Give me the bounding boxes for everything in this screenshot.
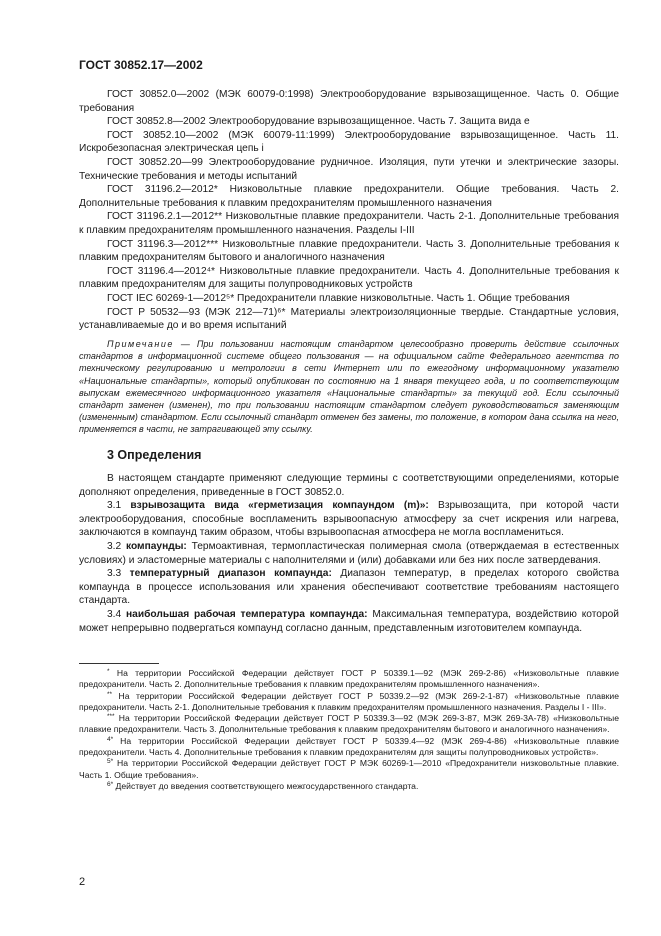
reference-item: ГОСТ IEC 60269-1—2012⁵* Предохранители плавкие низковольтные. Часть 1. Общие требования [107,292,570,304]
definition-term: наибольшая рабочая температура компаунда: [126,608,368,620]
reference-item: ГОСТ Р 50532—93 (МЭК 212—71)⁶* Материалы электроизоляционные твердые. Стандартные условия, устанавливаемые до и во время испытаний [79,306,619,332]
normative-references [79,88,619,333]
footnote-item [79,713,619,736]
reference-item: ГОСТ 31196.4—2012⁴* Низковольтные плавкие предохранители. Часть 4. Дополнительные требования к плавким предохранителям для защиты полупроводниковых устройств [79,265,619,291]
definition-number: 3.3 [107,568,130,580]
footnote-text: На территории Российской Федерации действует ГОСТ Р 50339.4—92 (МЭК 269-4-86) «Низковольтные плавкие предохранители. Часть 4. Дополнительные требования к плавким предохранителям для защиты полупроводниковых устройств». [79,735,619,758]
footnote-text: На территории Российской Федерации действует ГОСТ Р 50339.3—92 (МЭК 269-3-87, МЭК 269-3А-78) «Низковольтные плавкие предохранители. Часть 3. Дополнительные требования к плавким предохранителям бытового и аналогичного назначения». [79,713,619,735]
footnote-item [79,668,619,691]
footnote-divider [79,663,159,664]
footnote-mark: ** [107,690,113,698]
definition-item [79,540,619,567]
definitions-intro: В настоящем стандарте применяют следующие термины с соответствующими определениями, которые дополняют определения, приведенные в ГОСТ 30852.0. [79,473,619,498]
definition-item [79,567,619,608]
definition-text: Взрывозащита, при которой части электрооборудования, способные воспламенить взрывоопасную атмосферу за счет искрения или нагрева, заключаются в компаунд таким образом, чтобы взрывоопасная атмосфера не могла воспламениться. [79,500,619,539]
footnote-mark: * [107,668,110,675]
section-title: 3 Определения [107,448,202,462]
footnote-text: На территории Российской Федерации действует ГОСТ Р МЭК 60269-1—2010 «Предохранители низковольтные плавкие. Часть 1. Общие требования». [79,758,619,780]
footnote-item [79,758,619,781]
footnote-item [79,781,619,792]
page-number: 2 [79,876,86,888]
definition-term: компаунды: [126,540,187,552]
footnote-mark: 4* [107,735,114,743]
footnote-mark: *** [107,713,115,721]
definition-term: температурный диапазон компаунда: [129,568,332,580]
reference-item: ГОСТ 31196.2.1—2012** Низковольтные плавкие предохранители. Часть 2-1. Дополнительные требования к плавким предохранителям промышленного назначения. Разделы I-III [79,211,619,236]
note-label: Примечание [107,339,174,349]
footnote-item [79,691,619,714]
footnote-text: Действует до введения соответствующего межгосударственного стандарта. [113,780,419,791]
note-text: — При пользовании настоящим стандартом целесообразно проверить действие ссылочных стандартов в информационной системе общего пользования — на официальном сайте Федерального агентства по техническому регулированию и метрологии в сети Интернет или по ежегодному информационному указателю «Национальные стандарты», который опубликован по состоянию на 1 января текущего года, и по соответствующим выпускам ежемесячного информационного указателя «Национальные стандарты» за текущий год. Если ссылочный стандарт заменен (изменен), то при пользовании настоящим стандартом следует руководствоваться заменяющим (измененным) стандартом. Если ссылочный стандарт отменен без замены, то положение, в котором дана ссылка на него, применяется в части, не затрагивающей эту ссылку. [79,339,619,435]
document-header: ГОСТ 30852.17—2002 [79,58,203,72]
footnote-mark: 6* [107,780,114,788]
reference-item: ГОСТ 30852.8—2002 Электрооборудование взрывозащищенное. Часть 7. Защита вида е [107,116,530,128]
definition-text: Максимальная температура, воздействию которой может непрерывно подвергаться компаунд согласно данным, представленным изготовителем компаунда. [79,608,619,634]
definition-number: 3.2 [107,540,126,552]
footnote-text: На территории Российской Федерации действует ГОСТ Р 50339.2—92 (МЭК 269-2-1-87) «Низковольтные плавкие предохранители. Часть 2-1. Дополнительные требования к плавким предохранителям промышленного назначения. Разделы I - III». [79,690,619,712]
definition-number: 3.1 [107,500,131,512]
definitions [79,472,619,635]
definition-item [79,499,619,540]
reference-item: ГОСТ 31196.3—2012*** Низковольтные плавкие предохранители. Часть 3. Дополнительные требования к плавким предохранителям бытового и аналогичного назначения [79,238,619,264]
definition-text: Термоактивная, термопластическая полимерная смола (отверждаемая в естественных условиях) и эластомерные материалы с наполнителями и (или) добавками или без них после затвердевания. [79,540,619,566]
definition-text: Диапазон температур, в пределах которого свойства компаунда в процессе использования или хранения обеспечивают соответствие требованиям настоящего стандарта. [79,568,619,607]
reference-item: ГОСТ 30852.20—99 Электрооборудование рудничное. Изоляция, пути утечки и электрические зазоры. Технические требования и методы испытаний [79,156,619,182]
note-paragraph [79,338,619,436]
footnote-item [79,736,619,759]
definition-number: 3.4 [107,608,126,620]
footnotes [79,668,619,792]
definition-term: взрывозащита вида «герметизация компаундом (m)»: [130,500,429,512]
reference-item: ГОСТ 30852.10—2002 (МЭК 60079-11:1999) Электрооборудование взрывозащищенное. Часть 11. Искробезопасная электрическая цепь i [79,129,619,155]
footnote-mark: 5* [107,758,114,766]
reference-item: ГОСТ 30852.0—2002 (МЭК 60079-0:1998) Электрооборудование взрывозащищенное. Часть 0. Общие требования [79,89,619,114]
footnote-text: На территории Российской Федерации действует ГОСТ Р 50339.1—92 (МЭК 269-2-86) «Низковольтные плавкие предохранители. Часть 2. Дополнительные требования к плавким предохранителям промышленного назначения». [79,668,619,690]
definition-item [79,608,619,635]
reference-item: ГОСТ 31196.2—2012* Низковольтные плавкие предохранители. Общие требования. Часть 2. Дополнительные требования к плавким предохранителям промышленного назначения [79,184,619,209]
